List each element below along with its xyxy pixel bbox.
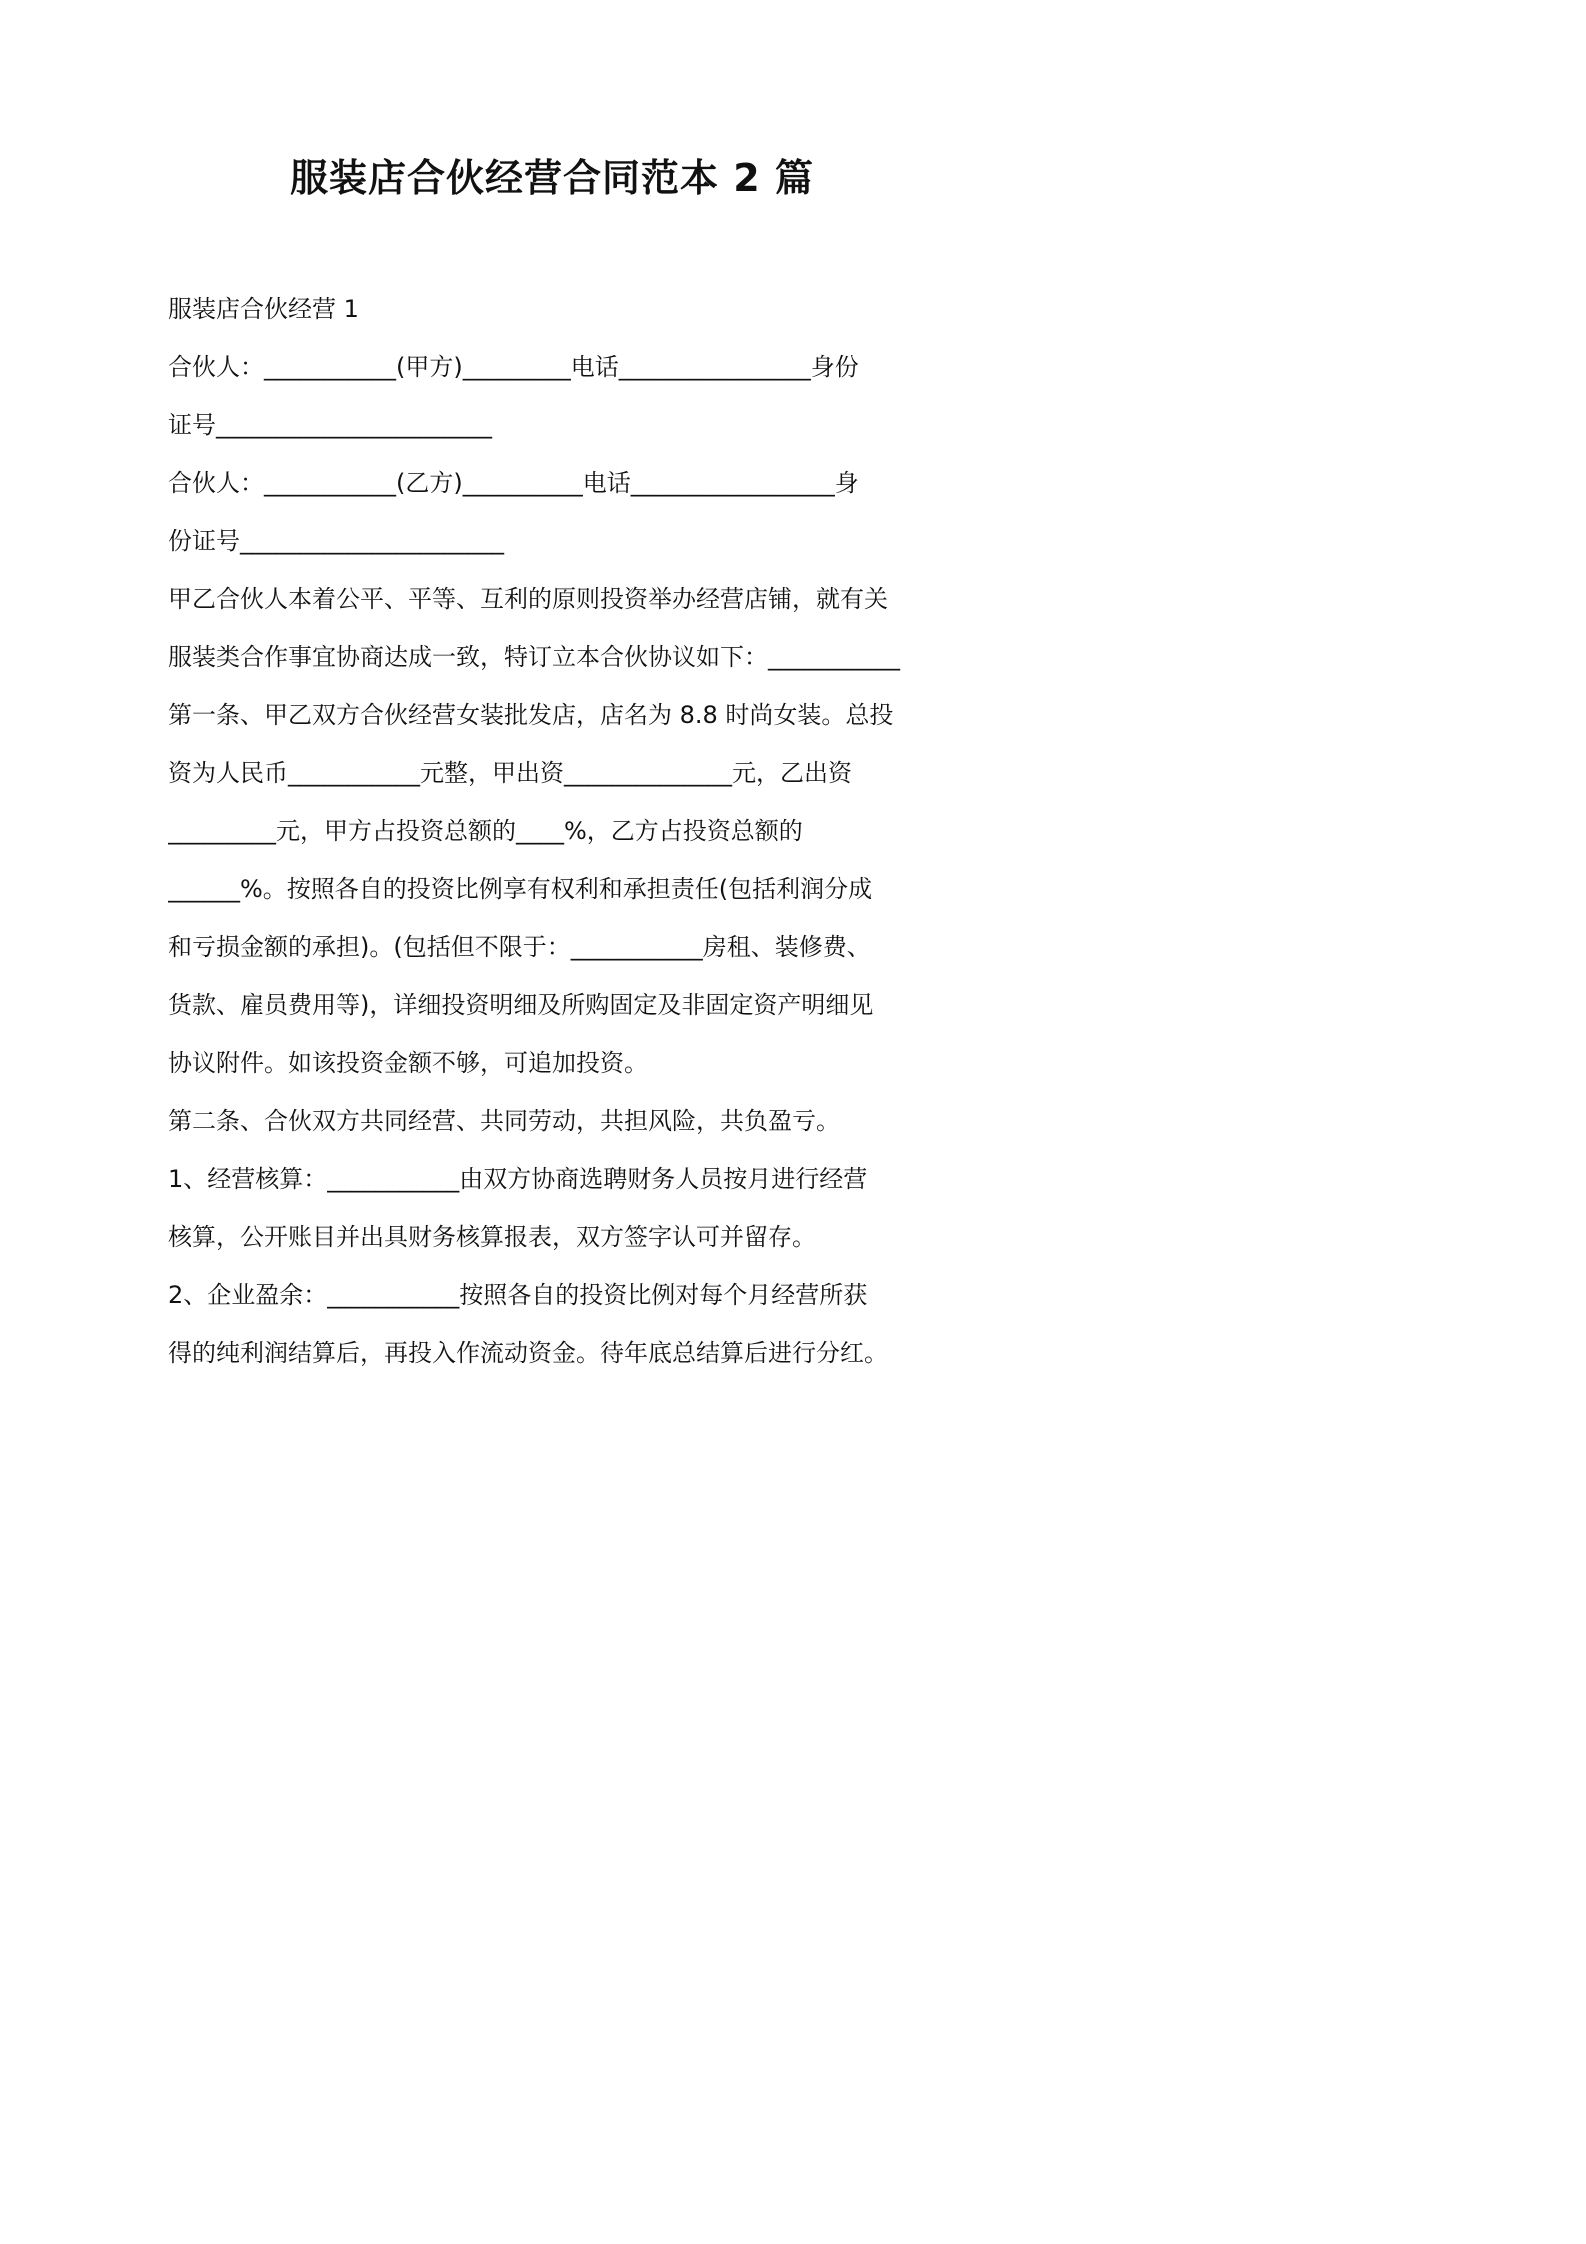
paragraph-line: 份证号______________________ xyxy=(168,527,504,555)
paragraph-line: ______%。按照各自的投资比例享有权利和承担责任(包括利润分成 xyxy=(168,875,873,903)
paragraph-line: 和亏损金额的承担)。(包括但不限于：___________房租、装修费、 xyxy=(168,933,871,961)
paragraph-line: 第二条、合伙双方共同经营、共同劳动，共担风险，共负盈亏。 xyxy=(168,1107,840,1135)
paragraph-line: 2、企业盈余：___________按照各自的投资比例对每个月经营所获 xyxy=(168,1281,868,1309)
paragraph-line: 协议附件。如该投资金额不够，可追加投资。 xyxy=(168,1049,648,1077)
paragraph-line: 核算，公开账目并出具财务核算报表，双方签字认可并留存。 xyxy=(168,1223,816,1251)
document-title: 服装店合伙经营合同范本 2 篇 xyxy=(290,156,814,200)
paragraph-line: _________元，甲方占投资总额的____%，乙方占投资总额的 xyxy=(168,817,803,845)
paragraph-line: 货款、雇员费用等)，详细投资明细及所购固定及非固定资产明细见 xyxy=(168,991,874,1019)
document-page xyxy=(0,0,1104,1562)
section-heading: 服装店合伙经营 1 xyxy=(168,295,359,323)
paragraph-line: 合伙人：___________(乙方)__________电话_________________身 xyxy=(168,469,859,497)
paragraph-line: 得的纯利润结算后，再投入作流动资金。待年底总结算后进行分红。 xyxy=(168,1339,888,1367)
paragraph-line: 资为人民币___________元整，甲出资______________元，乙出资 xyxy=(168,759,852,787)
paragraph-line: 1、经营核算：___________由双方协商选聘财务人员按月进行经营 xyxy=(168,1165,868,1193)
paragraph-line: 甲乙合伙人本着公平、平等、互利的原则投资举办经营店铺，就有关 xyxy=(168,585,888,613)
paragraph-line: 服装类合作事宜协商达成一致，特订立本合伙协议如下：___________ xyxy=(168,643,900,671)
paragraph-line: 合伙人：___________(甲方)_________电话________________身份 xyxy=(168,353,859,381)
document-body xyxy=(168,280,948,1382)
paragraph-line: 证号_______________________ xyxy=(168,411,492,439)
paragraph-line: 第一条、甲乙双方合伙经营女装批发店，店名为 8.8 时尚女装。总投 xyxy=(168,701,894,729)
